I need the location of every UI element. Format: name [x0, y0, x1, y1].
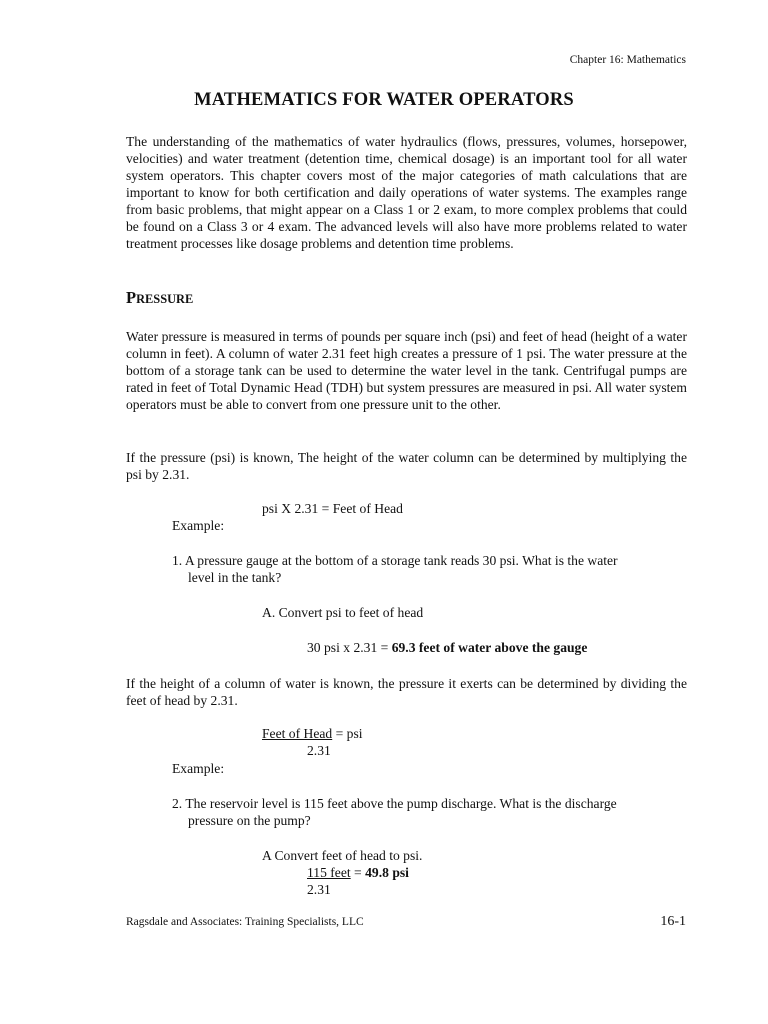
section-heading-pressure: [126, 288, 193, 308]
pressure-paragraph: [126, 328, 687, 413]
formula-2-denominator: 2.31: [307, 743, 331, 758]
example-1-calculation: [307, 640, 587, 656]
example-1-step: A. Convert psi to feet of head: [262, 605, 424, 620]
example-2-calculation: [307, 865, 409, 881]
page-number: 16-1: [660, 914, 686, 929]
example-1-question-line2: level in the tank?: [188, 570, 282, 585]
example-1-calc-prefix: 30 psi x 2.31 =: [307, 640, 392, 655]
height-known-paragraph: [126, 675, 687, 709]
section-heading-initial: P: [126, 288, 137, 307]
formula-2-equals: = psi: [332, 726, 363, 741]
formula-feet-to-psi: [262, 726, 363, 742]
pressure-text: Water pressure is measured in terms of pounds per square inch (psi) and feet of head (height of a water column in feet). A column of water 2.31 feet high creates a pressure of 1 psi. The water pressure at the bottom of a storage tank can be used to determine the water level in the tank. Centrifugal pumps are rated in feet of Total Dynamic Head (TDH) but system pressures are measured in psi. All water system operators must be able to convert from one pressure unit to the other.: [126, 329, 687, 412]
example-2-equals: =: [350, 865, 366, 880]
example-2-answer: 49.8 psi: [365, 865, 409, 880]
example-2-numerator: 115 feet: [307, 865, 351, 880]
intro-paragraph: [126, 133, 687, 252]
example-1-question-line1: 1. A pressure gauge at the bottom of a storage tank reads 30 psi. What is the water: [172, 553, 618, 568]
example-label: Example:: [172, 518, 225, 533]
page-title: MATHEMATICS FOR WATER OPERATORS: [194, 90, 574, 110]
intro-text: The understanding of the mathematics of water hydraulics (flows, pressures, volumes, horsepower, velocities) and water treatment (detention time, chemical dosage) is an important tool for all water system operators. This chapter covers most of the major categories of math calculations that are important to know for both certification and daily operations of water systems. The examples range from basic problems, that might appear on a Class 1 or 2 exam, to more complex problems that could be found on a Class 3 or 4 exam. The advanced levels will also have more problems related to water treatment processes like dosage problems and detention time problems.: [126, 134, 687, 251]
psi-known-paragraph: [126, 449, 687, 483]
example-label: Example:: [172, 761, 225, 776]
example-2-question-line1: 2. The reservoir level is 115 feet above the pump discharge. What is the discharge: [172, 796, 617, 811]
formula-psi-to-feet: psi X 2.31 = Feet of Head: [262, 501, 403, 516]
footer-company: Ragsdale and Associates: Training Specialists, LLC: [126, 916, 364, 928]
example-1-answer: 69.3 feet of water above the gauge: [391, 640, 588, 655]
example-2-question-line2: pressure on the pump?: [188, 813, 311, 828]
height-known-text: If the height of a column of water is known, the pressure it exerts can be determined by dividing the feet of head by 2.31.: [126, 676, 687, 708]
example-2-step: A Convert feet of head to psi.: [262, 848, 423, 863]
psi-known-text: If the pressure (psi) is known, The height of the water column can be determined by multiplying the psi by 2.31.: [126, 450, 687, 482]
formula-2-numerator: Feet of Head: [262, 726, 333, 741]
section-heading-rest: RESSURE: [136, 292, 194, 306]
chapter-header: Chapter 16: Mathematics: [569, 54, 686, 66]
example-2-denominator: 2.31: [307, 882, 331, 897]
